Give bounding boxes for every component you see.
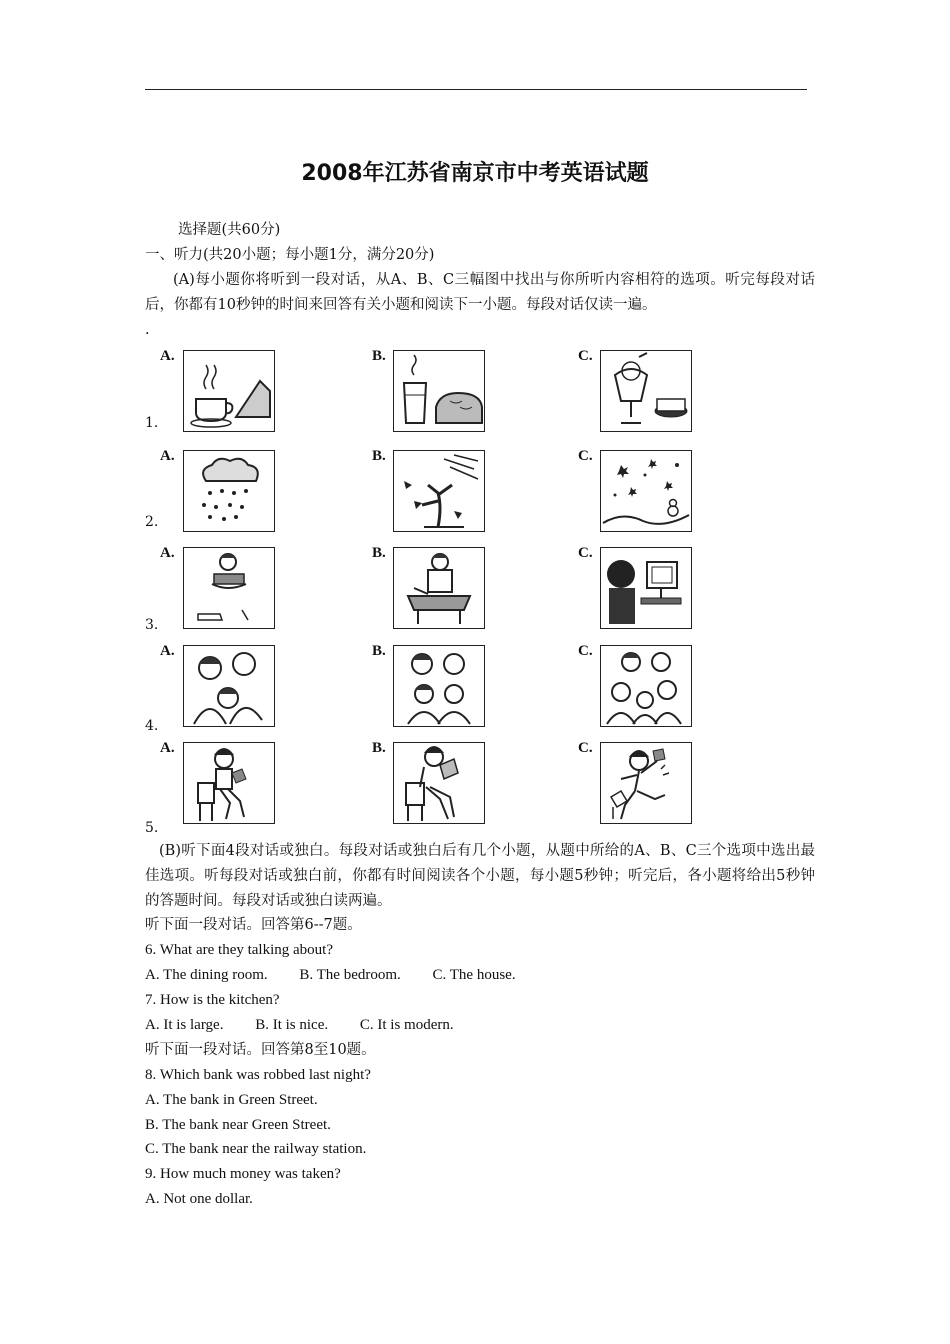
q8-option-a[interactable]: A. The bank in Green Street. [145,1092,318,1108]
picture-option-label: C. [578,643,593,659]
q7-option-b[interactable]: B. It is nice. [255,1017,329,1033]
question-8: 8. Which bank was robbed last night? [145,1067,371,1083]
boy-reading-book-icon[interactable] [393,742,485,824]
picture-option-label: B. [372,545,386,561]
picture-question-number: 1. [145,415,159,431]
boy-dancing-icon[interactable] [600,742,692,824]
stray-dot: . [145,322,150,338]
picture-question-number: 5. [145,820,159,836]
partB-intro: (B)听下面4段对话或独白。每段对话或独白后有几个小题，从题中所给的A、B、C三个选项中选出最佳选项。听每段对话或独白前，你都有时间阅读各个小题，每小题5秒钟；听完后，各小题将给出5秒钟的答题时间。每段对话或独白读两遍。 [145,843,815,909]
snow-icon[interactable] [600,450,692,532]
q7-option-a[interactable]: A. It is large. [145,1017,224,1033]
question-7-options [145,1013,454,1037]
section-header: 选择题(共60分) [178,222,281,238]
partA-intro: (A)每小题你将听到一段对话，从A、B、C三幅图中找出与你所听内容相符的选项。听完每段对话后，你都有10秒钟的时间来回答有关小题和阅读下一小题。每段对话仅读一遍。 [145,272,815,313]
boy-reading-icon[interactable] [183,742,275,824]
q9-option-a[interactable]: A. Not one dollar. [145,1191,253,1207]
picture-option-label: C. [578,348,593,364]
rain-cloud-icon[interactable] [183,450,275,532]
picture-option-label: A. [160,448,175,464]
picture-option-label: A. [160,643,175,659]
picture-option-label: C. [578,448,593,464]
question-6: 6. What are they talking about? [145,942,333,958]
milk-bread-icon[interactable] [393,350,485,432]
icecream-cake-icon[interactable] [600,350,692,432]
question-7: 7. How is the kitchen? [145,992,280,1008]
part1-header: 一、听力(共20小题；每小题1分，满分20分) [145,247,435,263]
q6-option-b[interactable]: B. The bedroom. [299,967,401,983]
q7-option-c[interactable]: C. It is modern. [359,1017,454,1033]
picture-option-label: B. [372,740,386,756]
person-computer-icon[interactable] [600,547,692,629]
picture-option-label: A. [160,348,175,364]
picture-question-number: 4. [145,718,159,734]
picture-option-label: C. [578,740,593,756]
q6-option-c[interactable]: C. The house. [432,967,516,983]
top-rule [145,89,807,90]
family-three-icon[interactable] [183,645,275,727]
picture-option-label: C. [578,545,593,561]
q8-option-c[interactable]: C. The bank near the railway station. [145,1141,367,1157]
person-jumping-icon[interactable] [183,547,275,629]
dialogue2-intro: 听下面一段对话。回答第8至10题。 [145,1042,376,1058]
picture-question-number: 2. [145,514,159,530]
dialogue1-intro: 听下面一段对话。回答第6--7题。 [145,917,362,933]
windy-tree-icon[interactable] [393,450,485,532]
question-6-options [145,963,516,987]
picture-option-label: A. [160,545,175,561]
picture-option-label: B. [372,348,386,364]
family-five-icon[interactable] [600,645,692,727]
page-title: 2008年江苏省南京市中考英语试题 [301,161,649,186]
picture-option-label: A. [160,740,175,756]
family-four-icon[interactable] [393,645,485,727]
q8-option-b[interactable]: B. The bank near Green Street. [145,1117,331,1133]
picture-option-label: B. [372,448,386,464]
picture-question-number: 3. [145,617,159,633]
person-cooking-icon[interactable] [393,547,485,629]
q6-option-a[interactable]: A. The dining room. [145,967,268,983]
picture-option-label: B. [372,643,386,659]
coffee-sandwich-icon[interactable] [183,350,275,432]
question-9: 9. How much money was taken? [145,1166,341,1182]
